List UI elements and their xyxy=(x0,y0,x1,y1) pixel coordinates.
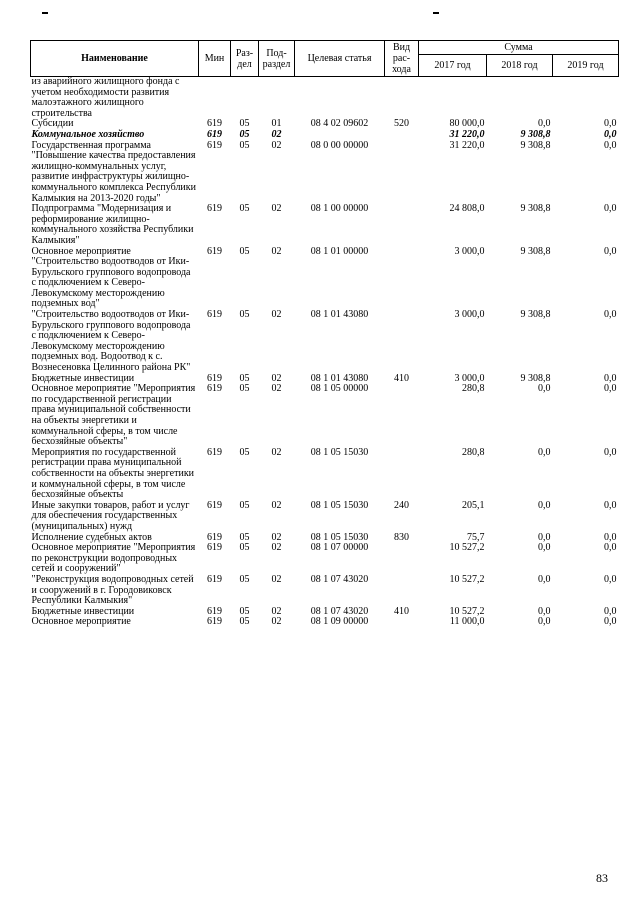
row-target-article: 08 1 09 00000 xyxy=(310,617,369,628)
row-sum-2019: 0,0 xyxy=(604,384,617,395)
row-sum-2019: 0,0 xyxy=(604,140,617,151)
row-podrazdel: 02 xyxy=(271,384,282,395)
row-razdel: 05 xyxy=(239,373,250,384)
header-2019: 2019 год xyxy=(553,55,619,77)
row-target-article xyxy=(295,130,385,141)
row-target-article: 08 1 05 15030 xyxy=(310,500,369,511)
row-razdel: 05 xyxy=(239,129,250,140)
row-min: 619 xyxy=(207,532,222,543)
row-sum-2018: 0,0 xyxy=(538,447,551,458)
row-min: 619 xyxy=(207,129,222,140)
row-razdel: 05 xyxy=(239,447,250,458)
row-sum-2019: 0,0 xyxy=(604,246,617,257)
row-min: 619 xyxy=(207,119,222,130)
row-name: Подпрограмма "Модернизация и реформирование жилищно-коммунального хозяйства Республики Калмыкия" xyxy=(31,203,194,246)
row-name: Основное мероприятие xyxy=(31,616,131,628)
row-podrazdel: 02 xyxy=(271,574,282,585)
row-razdel: 05 xyxy=(239,532,250,543)
header-target-article: Целевая статья xyxy=(295,41,385,77)
row-razdel: 05 xyxy=(239,617,250,628)
row-sum-2019: 0,0 xyxy=(604,617,617,628)
row-name: Иные закупки товаров, работ и услуг для обеспечения государственных (муниципальных) нужд xyxy=(31,499,190,532)
row-min: 619 xyxy=(207,384,222,395)
row-podrazdel: 02 xyxy=(271,140,282,151)
row-name: Основное мероприятие "Строительство водоотводов от Ики-Бурульского группового водопровода с подключением к Северо-Левокумскому месторождению подземных вод" xyxy=(31,245,191,310)
row-min: 619 xyxy=(207,246,222,257)
row-sum-2017: 24 808,0 xyxy=(449,204,485,215)
row-name: Бюджетные инвестиции xyxy=(31,372,135,384)
row-expense-type: 410 xyxy=(394,606,409,617)
row-razdel: 05 xyxy=(239,119,250,130)
row-name: Мероприятия по государственной регистрации права муниципальной собственности на объекты энергетики и коммунальной сферы, в том числе бесхозяйные объекты xyxy=(31,446,195,501)
row-sum-2017: 3 000,0 xyxy=(454,310,485,321)
row-name: "Реконструкция водопроводных сетей и сооружений в г. Городовиковск Республики Калмыкия" xyxy=(31,573,194,607)
row-podrazdel: 02 xyxy=(271,310,282,321)
row-razdel: 05 xyxy=(239,310,250,321)
row-name: Исполнение судебных актов xyxy=(31,531,152,543)
row-sum-2018: 0,0 xyxy=(538,532,551,543)
row-sum-2017: 280,8 xyxy=(462,384,485,395)
row-sum-2018: 9 308,8 xyxy=(520,204,551,215)
row-sum-2018: 0,0 xyxy=(538,384,551,395)
row-podrazdel: 01 xyxy=(271,119,282,130)
row-expense-type: 520 xyxy=(394,119,409,130)
row-razdel: 05 xyxy=(239,606,250,617)
row-sum-2017: 10 527,2 xyxy=(449,543,485,554)
row-target-article: 08 1 01 00000 xyxy=(310,246,369,257)
row-sum-2018: 9 308,8 xyxy=(520,373,551,384)
table-row xyxy=(31,501,619,533)
row-sum-2019 xyxy=(553,77,619,120)
table-row xyxy=(31,543,619,575)
row-sum-2018: 0,0 xyxy=(538,574,551,585)
row-podrazdel: 02 xyxy=(271,373,282,384)
row-podrazdel: 02 xyxy=(271,606,282,617)
row-podrazdel: 02 xyxy=(271,532,282,543)
row-sum-2019: 0,0 xyxy=(604,447,617,458)
row-target-article xyxy=(295,77,385,120)
table-row xyxy=(31,384,619,448)
row-sum-2018: 9 308,8 xyxy=(520,310,551,321)
header-expense-type: Вид рас-хода xyxy=(385,41,419,77)
row-expense-type xyxy=(385,448,419,501)
row-expense-type xyxy=(385,247,419,311)
row-sum-2017 xyxy=(419,77,487,120)
row-sum-2018: 0,0 xyxy=(538,606,551,617)
header-2017: 2017 год xyxy=(419,55,487,77)
row-sum-2017: 3 000,0 xyxy=(454,373,485,384)
row-expense-type xyxy=(385,575,419,607)
row-sum-2019: 0,0 xyxy=(604,532,617,543)
row-min: 619 xyxy=(207,543,222,554)
row-name: Основное мероприятие "Мероприятия по реконструкции водопроводных сетей и сооружений" xyxy=(31,542,196,575)
row-target-article: 08 1 05 00000 xyxy=(310,384,369,395)
row-min: 619 xyxy=(207,373,222,384)
table-row xyxy=(31,77,619,120)
header-podrazdel: Под-раздел xyxy=(259,41,295,77)
row-sum-2017: 31 220,0 xyxy=(449,129,485,140)
row-name: Государственная программа "Повышение качества предоставления жилищно-коммунальных услуг, развитие инфраструктуры жилищно-коммунального комплекса Республики Калмыкия на 2013-2020 годы" xyxy=(31,139,196,204)
row-name: Бюджетные инвестиции xyxy=(31,605,135,617)
row-target-article: 08 1 00 00000 xyxy=(310,204,369,215)
row-target-article: 08 1 07 43020 xyxy=(310,574,369,585)
row-razdel: 05 xyxy=(239,500,250,511)
row-sum-2018: 9 308,8 xyxy=(520,129,551,140)
row-podrazdel xyxy=(259,77,295,120)
row-min xyxy=(199,77,231,120)
row-razdel: 05 xyxy=(239,543,250,554)
row-podrazdel: 02 xyxy=(271,204,282,215)
row-sum-2019: 0,0 xyxy=(604,606,617,617)
row-sum-2018: 0,0 xyxy=(538,543,551,554)
row-expense-type: 830 xyxy=(394,532,409,543)
row-target-article: 08 1 05 15030 xyxy=(310,447,369,458)
row-target-article: 08 1 07 00000 xyxy=(310,543,369,554)
header-2018: 2018 год xyxy=(487,55,553,77)
row-min: 619 xyxy=(207,140,222,151)
table-row xyxy=(31,575,619,607)
row-target-article: 08 4 02 09602 xyxy=(310,119,369,130)
row-podrazdel: 02 xyxy=(271,447,282,458)
row-expense-type xyxy=(385,310,419,374)
header-razdel: Раз-дел xyxy=(231,41,259,77)
row-sum-2018 xyxy=(487,77,553,120)
row-expense-type xyxy=(385,617,419,628)
table-row xyxy=(31,310,619,374)
row-sum-2017: 75,7 xyxy=(467,532,485,543)
header-name: Наименование xyxy=(31,41,199,77)
top-left-mark xyxy=(42,12,48,14)
row-sum-2017: 10 527,2 xyxy=(449,606,485,617)
page-number: 83 xyxy=(596,871,608,885)
table-header xyxy=(31,41,619,77)
row-razdel: 05 xyxy=(239,246,250,257)
row-sum-2017: 80 000,0 xyxy=(449,119,485,130)
table-row xyxy=(31,247,619,311)
table-row xyxy=(31,617,619,628)
row-sum-2019: 0,0 xyxy=(604,543,617,554)
row-min: 619 xyxy=(207,500,222,511)
budget-table xyxy=(30,40,619,628)
row-expense-type: 410 xyxy=(394,373,409,384)
row-sum-2019: 0,0 xyxy=(604,574,617,585)
row-sum-2018: 0,0 xyxy=(538,500,551,511)
row-sum-2019: 0,0 xyxy=(604,310,617,321)
row-razdel: 05 xyxy=(239,574,250,585)
table-row xyxy=(31,141,619,205)
row-name: Субсидии xyxy=(31,118,74,130)
budget-table-container xyxy=(30,40,618,628)
row-razdel: 05 xyxy=(239,140,250,151)
row-expense-type xyxy=(385,77,419,120)
row-expense-type xyxy=(385,141,419,205)
row-expense-type xyxy=(385,543,419,575)
table-row xyxy=(31,448,619,501)
row-name: Коммунальное хозяйство xyxy=(31,128,145,140)
header-sum: Сумма xyxy=(419,41,619,55)
row-sum-2019: 0,0 xyxy=(604,129,617,140)
row-min: 619 xyxy=(207,310,222,321)
row-expense-type xyxy=(385,204,419,246)
row-podrazdel: 02 xyxy=(271,543,282,554)
row-sum-2017: 10 527,2 xyxy=(449,574,485,585)
row-sum-2017: 205,1 xyxy=(462,500,485,511)
row-sum-2019: 0,0 xyxy=(604,204,617,215)
row-podrazdel: 02 xyxy=(271,617,282,628)
row-podrazdel: 02 xyxy=(271,246,282,257)
row-sum-2019: 0,0 xyxy=(604,500,617,511)
row-min: 619 xyxy=(207,606,222,617)
row-sum-2018: 9 308,8 xyxy=(520,140,551,151)
row-name: из аварийного жилищного фонда с учетом необходимости развития малоэтажного жилищного строительства xyxy=(31,76,180,119)
row-target-article: 08 0 00 00000 xyxy=(310,140,369,151)
top-center-mark xyxy=(433,12,439,14)
row-sum-2017: 31 220,0 xyxy=(449,140,485,151)
row-sum-2019: 0,0 xyxy=(604,373,617,384)
row-sum-2018: 9 308,8 xyxy=(520,246,551,257)
row-sum-2019: 0,0 xyxy=(604,119,617,130)
row-target-article: 08 1 07 43020 xyxy=(310,606,369,617)
table-row xyxy=(31,130,619,141)
row-sum-2017: 3 000,0 xyxy=(454,246,485,257)
row-expense-type: 240 xyxy=(394,500,409,511)
row-sum-2017: 280,8 xyxy=(462,447,485,458)
row-sum-2017: 11 000,0 xyxy=(449,617,485,628)
row-min: 619 xyxy=(207,204,222,215)
row-expense-type xyxy=(385,130,419,141)
row-razdel: 05 xyxy=(239,384,250,395)
row-target-article: 08 1 01 43080 xyxy=(310,310,369,321)
row-min: 619 xyxy=(207,574,222,585)
row-name: "Строительство водоотводов от Ики-Бурульского группового водопровода с подключением к Северо-Левокумскому месторождению подземных вод. Водоотвод к с. Вознесеновка Целинного района РК" xyxy=(31,309,191,374)
row-min: 619 xyxy=(207,617,222,628)
table-row xyxy=(31,204,619,246)
row-sum-2018: 0,0 xyxy=(538,119,551,130)
row-razdel xyxy=(231,77,259,120)
row-expense-type xyxy=(385,384,419,448)
table-body xyxy=(31,77,619,628)
row-target-article: 08 1 01 43080 xyxy=(310,373,369,384)
row-target-article: 08 1 05 15030 xyxy=(310,532,369,543)
header-min: Мин xyxy=(199,41,231,77)
row-sum-2018: 0,0 xyxy=(538,617,551,628)
row-podrazdel: 02 xyxy=(271,500,282,511)
row-podrazdel: 02 xyxy=(271,129,282,140)
row-min: 619 xyxy=(207,447,222,458)
row-name: Основное мероприятие "Мероприятия по государственной регистрации права муниципальной собственности на объекты энергетики и коммунальной сферы, в том числе бесхозяйные объекты" xyxy=(31,383,196,448)
row-razdel: 05 xyxy=(239,204,250,215)
